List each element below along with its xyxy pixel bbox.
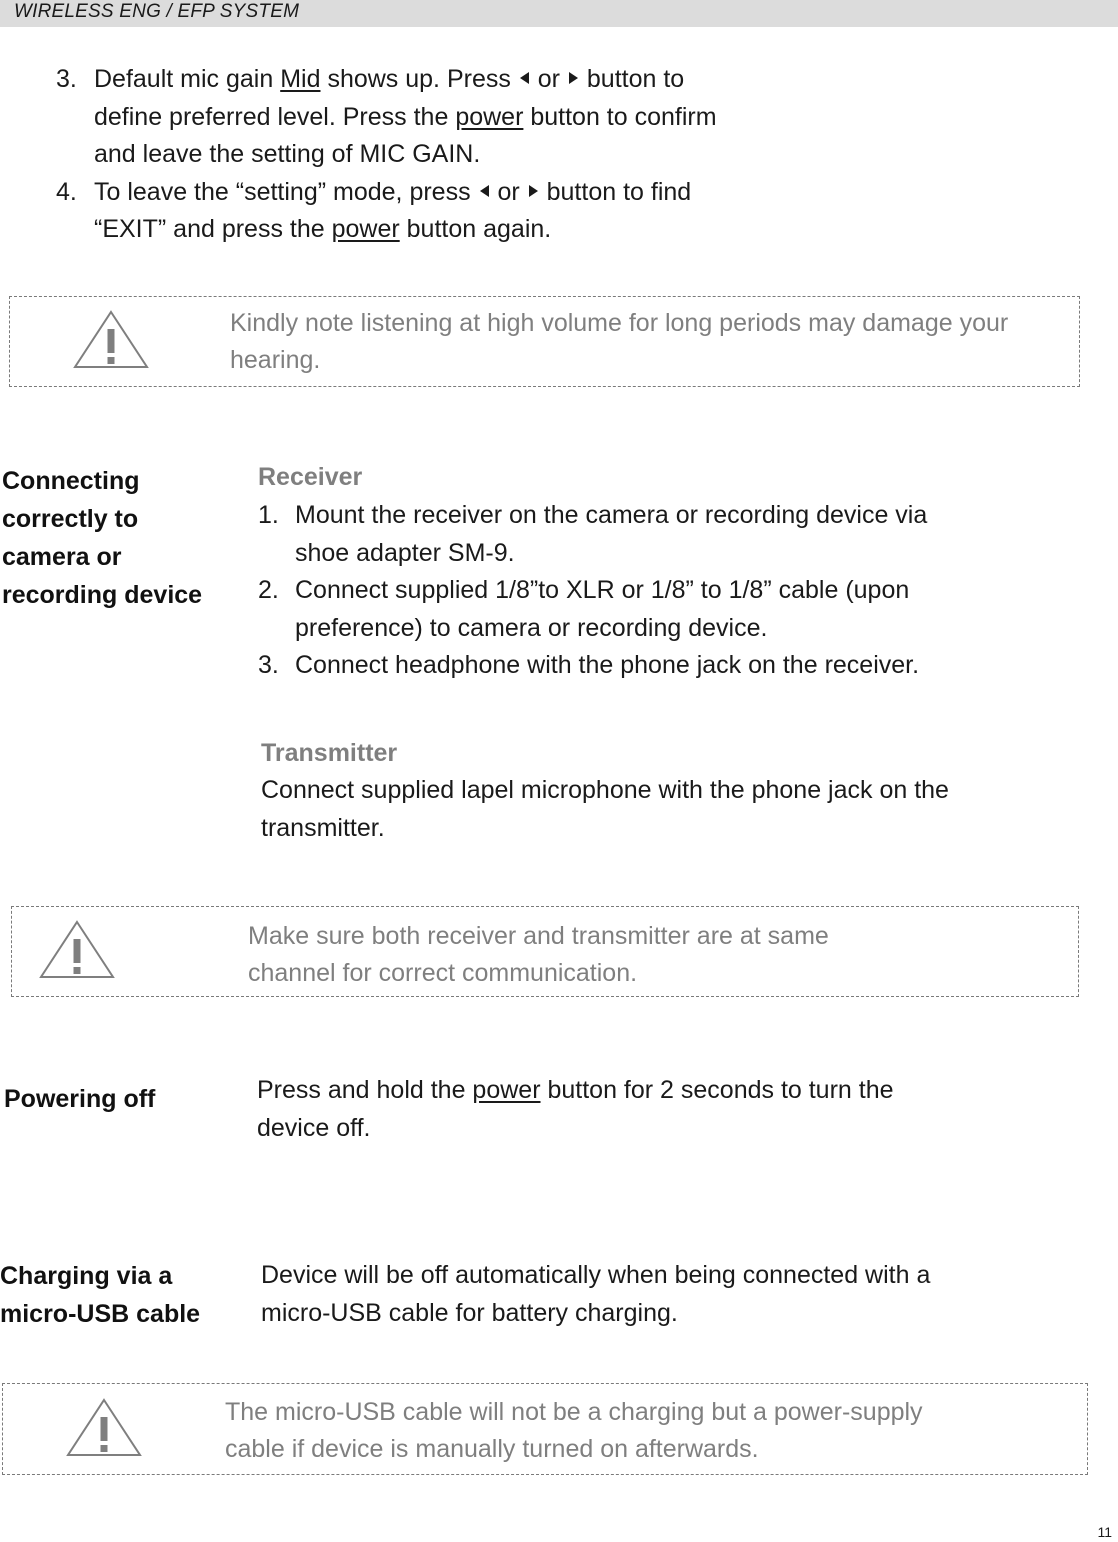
step-text: button to find	[546, 177, 692, 206]
transmitter-heading: Transmitter	[261, 739, 398, 767]
mid-keyword: Mid	[280, 65, 321, 93]
usb-warning-box	[2, 1383, 1088, 1475]
text-part: Press and hold the	[257, 1076, 473, 1104]
step-line: shoe adapter SM-9.	[295, 538, 515, 567]
step-line: Connect supplied 1/8”to XLR or 1/8” to 1/8” cable (upon	[295, 576, 910, 604]
notice-line: channel for correct communication.	[248, 959, 638, 987]
step-line	[94, 211, 856, 249]
text-line: micro-USB cable for battery charging.	[261, 1298, 678, 1327]
step-line: Mount the receiver on the camera or recording device via	[295, 501, 928, 529]
warning-icon	[72, 309, 150, 371]
connecting-label	[2, 462, 232, 614]
channel-warning-text	[248, 918, 1048, 992]
step-line: preference) to camera or recording device.	[295, 613, 768, 642]
step-text: define preferred level. Press the	[94, 102, 456, 131]
left-arrow-icon	[480, 185, 489, 197]
label-line: camera or	[2, 543, 122, 571]
header-title: WIRELESS ENG / EFP SYSTEM	[14, 1, 300, 22]
step-number: 4.	[56, 177, 77, 206]
label-line: correctly to	[2, 505, 139, 533]
powering-off-text	[257, 1072, 1057, 1147]
notice-line: The micro-USB cable will not be a charging but a power-supply	[225, 1398, 923, 1426]
transmitter-line: Connect supplied lapel microphone with the phone jack on the	[261, 776, 949, 804]
notice-line: Make sure both receiver and transmitter are at same	[248, 922, 829, 950]
step-text: button again.	[399, 215, 552, 243]
usb-warning-text	[225, 1394, 1065, 1468]
transmitter-line: transmitter.	[261, 813, 385, 842]
step-text: or	[537, 65, 560, 93]
step-number: 1.	[258, 501, 279, 529]
page-number: 11	[1097, 1524, 1112, 1540]
label-line: micro-USB cable	[0, 1300, 201, 1328]
step-line: and leave the setting of MIC GAIN.	[94, 140, 481, 168]
step-text: Default mic gain	[94, 65, 281, 93]
label-line: recording device	[2, 581, 203, 609]
text-line	[257, 1072, 1057, 1110]
step-text: “EXIT” and press the	[94, 215, 332, 243]
step-line: Connect headphone with the phone jack on the receiver.	[295, 651, 920, 679]
text-line: device off.	[257, 1113, 371, 1142]
receiver-step-2	[258, 572, 1078, 647]
label-line: Connecting	[2, 467, 140, 495]
receiver-heading: Receiver	[258, 463, 363, 491]
charging-text	[261, 1257, 1081, 1332]
step-text: To leave the “setting” mode, press	[94, 177, 471, 206]
warning-icon	[65, 1397, 143, 1459]
power-keyword: power	[472, 1076, 541, 1104]
step-text: or	[497, 177, 520, 206]
step-number: 3.	[258, 651, 279, 679]
label-line: Charging via a	[0, 1262, 173, 1290]
receiver-steps	[258, 497, 1078, 685]
transmitter-block	[261, 734, 1081, 847]
step-3	[56, 61, 856, 174]
step-text: shows up. Press	[320, 65, 511, 93]
receiver-step-1	[258, 497, 1078, 572]
step-4	[56, 174, 856, 249]
header-bar	[0, 0, 1118, 27]
step-line	[94, 174, 856, 212]
step-line	[94, 61, 856, 99]
charging-label	[0, 1257, 240, 1333]
powering-off-label: Powering off	[4, 1085, 156, 1113]
step-text: button to confirm	[523, 102, 717, 131]
step-text: button to	[586, 65, 685, 93]
channel-warning-box	[11, 906, 1079, 997]
power-keyword: power	[331, 215, 400, 243]
power-keyword: power	[455, 102, 524, 131]
notice-line: cable if device is manually turned on afterwards.	[225, 1435, 759, 1463]
step-line	[94, 99, 856, 137]
warning-icon	[38, 919, 116, 981]
hearing-warning-text: Kindly note listening at high volume for long periods may damage your hearing.	[230, 309, 1009, 374]
text-line: Device will be off automatically when being connected with a	[261, 1261, 931, 1289]
step-number: 2.	[258, 576, 279, 604]
right-arrow-icon	[569, 72, 578, 84]
left-arrow-icon	[520, 72, 529, 84]
right-arrow-icon	[529, 185, 538, 197]
settings-steps	[56, 61, 856, 249]
text-part: button for 2 seconds to turn the	[540, 1076, 894, 1104]
step-number: 3.	[56, 65, 77, 93]
hearing-warning-box	[9, 296, 1080, 387]
receiver-step-3	[258, 647, 1078, 685]
